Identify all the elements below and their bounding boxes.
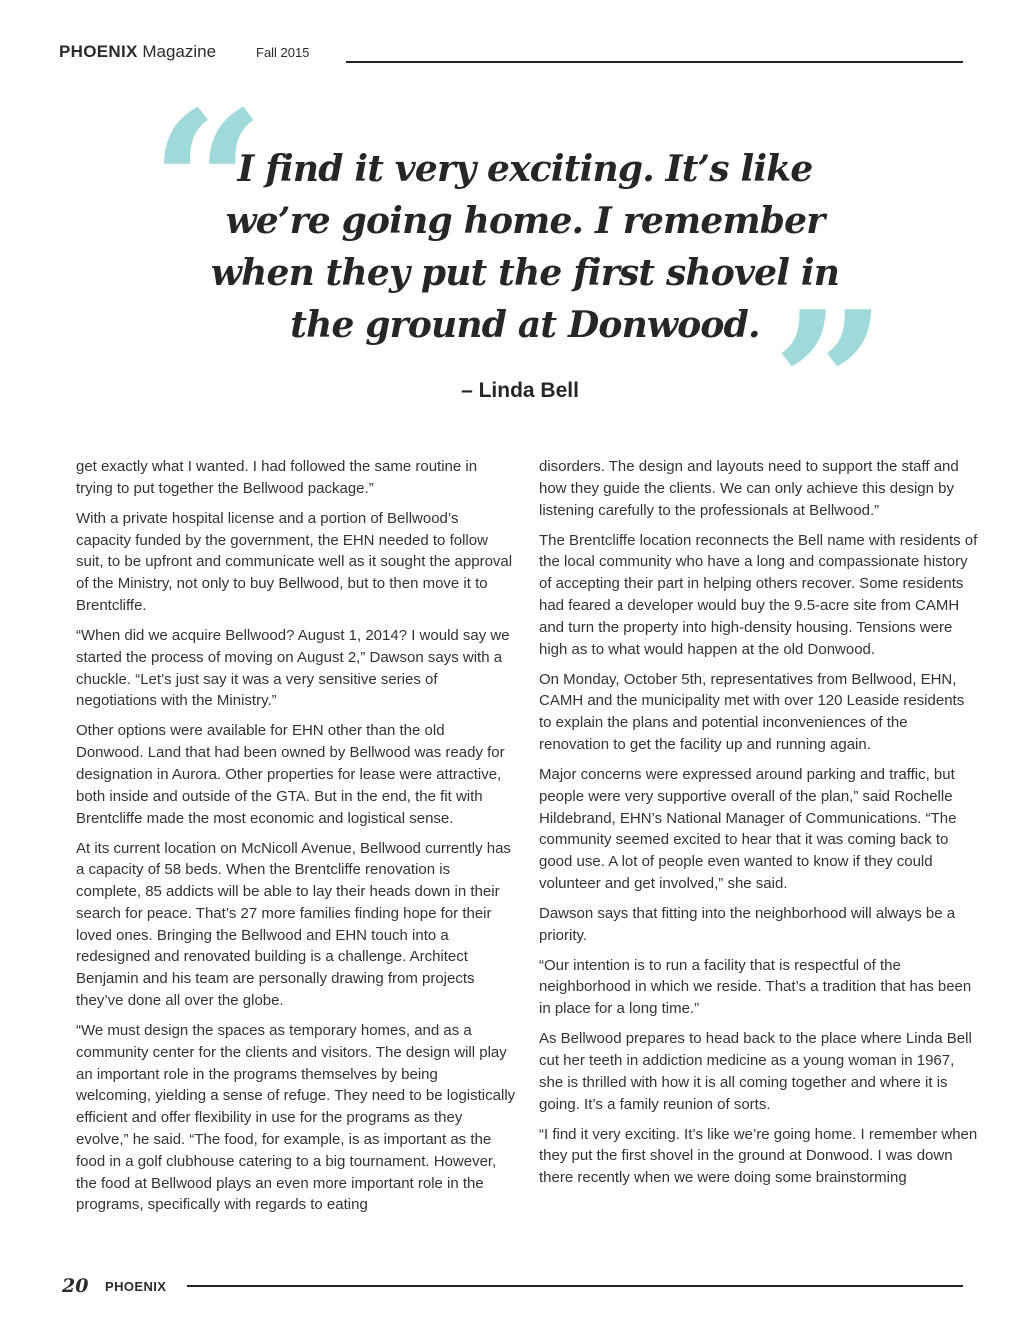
right-column: [539, 456, 979, 1197]
pull-quote-text: I find it very exciting. It’s like we’re going home. I remember when they put the first shovel in the ground at Donwood.: [210, 148, 840, 346]
left-column: [76, 456, 516, 1224]
paragraph: Major concerns were expressed around parking and traffic, but people were very supportive overall of the plan,” said Rochelle Hildebrand, EHN’s National Manager of Communications. “The community seemed excited to hear that it was coming back to good use. A lot of people even wanted to know if they could volunteer and get involved,” she said.: [539, 765, 957, 892]
paragraph: “When did we acquire Bellwood? August 1, 2014? I would say we started the process of moving on August 2,” Dawson says with a chuckle. “Let’s just say it was a very sensitive series of negotiations with the Ministry.”: [76, 626, 510, 710]
paragraph: With a private hospital license and a portion of Bellwood’s capacity funded by the government, the EHN needed to follow suit, to be upfront and communicate well as it sought the approval of the Ministry, not only to buy Bellwood, but to then move it to Brentcliffe.: [76, 509, 513, 614]
footer-brand: PHOENIX: [105, 1279, 167, 1294]
brand-suffix: Magazine: [142, 42, 217, 61]
paragraph: “I find it very exciting. It’s like we’re going home. I remember when they put the first shovel in the ground at Donwood. I was down there recently when we were doing some brainstorming: [539, 1125, 978, 1187]
page-footer: [62, 1275, 963, 1297]
close-quote-icon: ”: [772, 268, 888, 503]
paragraph: Dawson says that fitting into the neighborhood will always be a priority.: [539, 904, 956, 944]
magazine-brand: [59, 42, 216, 62]
paragraph: get exactly what I wanted. I had followed the same routine in trying to put together the Bellwood package.”: [76, 458, 478, 497]
page-header: [59, 42, 963, 66]
footer-divider: [187, 1285, 963, 1287]
brand-name: PHOENIX: [59, 42, 138, 61]
paragraph: On Monday, October 5th, representatives from Bellwood, EHN, CAMH and the municipality met with over 120 Leaside residents to explain the plans and potential inconveniences of the renovation to get the facility up and running again.: [539, 670, 965, 753]
paragraph: “Our intention is to run a facility that is respectful of the neighborhood in which we reside. That’s a tradition that has been in place for a long time.”: [539, 956, 972, 1018]
pull-quote-attribution: – Linda Bell: [461, 379, 579, 402]
page-number: 20: [62, 1275, 89, 1297]
paragraph: “We must design the spaces as temporary homes, and as a community center for the clients and visitors. The design will play an important role in the programs themselves by being welcoming, yielding a sense of refuge. They need to be logistically efficient and offer flexibility in use for the programs as they evolve,” he said. “The food, for example, is as important as the food in a golf clubhouse catering to a big tournament. However, the food at Bellwood plays an even more important role in the programs, specifically with regards to eating: [76, 1022, 516, 1214]
header-divider: [346, 61, 963, 63]
paragraph: As Bellwood prepares to head back to the place where Linda Bell cut her teeth in addiction medicine as a young woman in 1967, she is thrilled with how it is all coming together and where it is going. It’s a family reunion of sorts.: [539, 1030, 972, 1113]
paragraph: At its current location on McNicoll Avenue, Bellwood currently has a capacity of 58 beds. When the Brentcliffe renovation is complete, 85 addicts will be able to lay their heads down in their search for peace. That’s 27 more families finding hope for their loved ones. Bringing the Bellwood and EHN touch into a redesigned and renovated building is a challenge. Architect Benjamin and his team are personally drawing from projects they’ve done all over the globe.: [76, 839, 511, 1010]
issue-label: Fall 2015: [256, 45, 310, 60]
paragraph: disorders. The design and layouts need to support the staff and how they guide the clients. We can only achieve this design by listening carefully to the professionals at Bellwood.”: [539, 458, 959, 519]
paragraph: Other options were available for EHN other than the old Donwood. Land that had been owned by Bellwood was ready for designation in Aurora. Other properties for lease were attractive, both inside and outside of the GTA. But in the end, the fit with Brentcliffe made the most economic and logistical sense.: [76, 722, 505, 827]
open-quote-icon: “: [150, 68, 266, 303]
paragraph: The Brentcliffe location reconnects the Bell name with residents of the local community who have a long and compassionate history of accepting their part in helping others recover. Some residents had feared a developer would buy the 9.5-acre site from CAMH and turn the property into high-density housing. Tensions were high as to what would happen at the old Donwood.: [539, 531, 978, 658]
